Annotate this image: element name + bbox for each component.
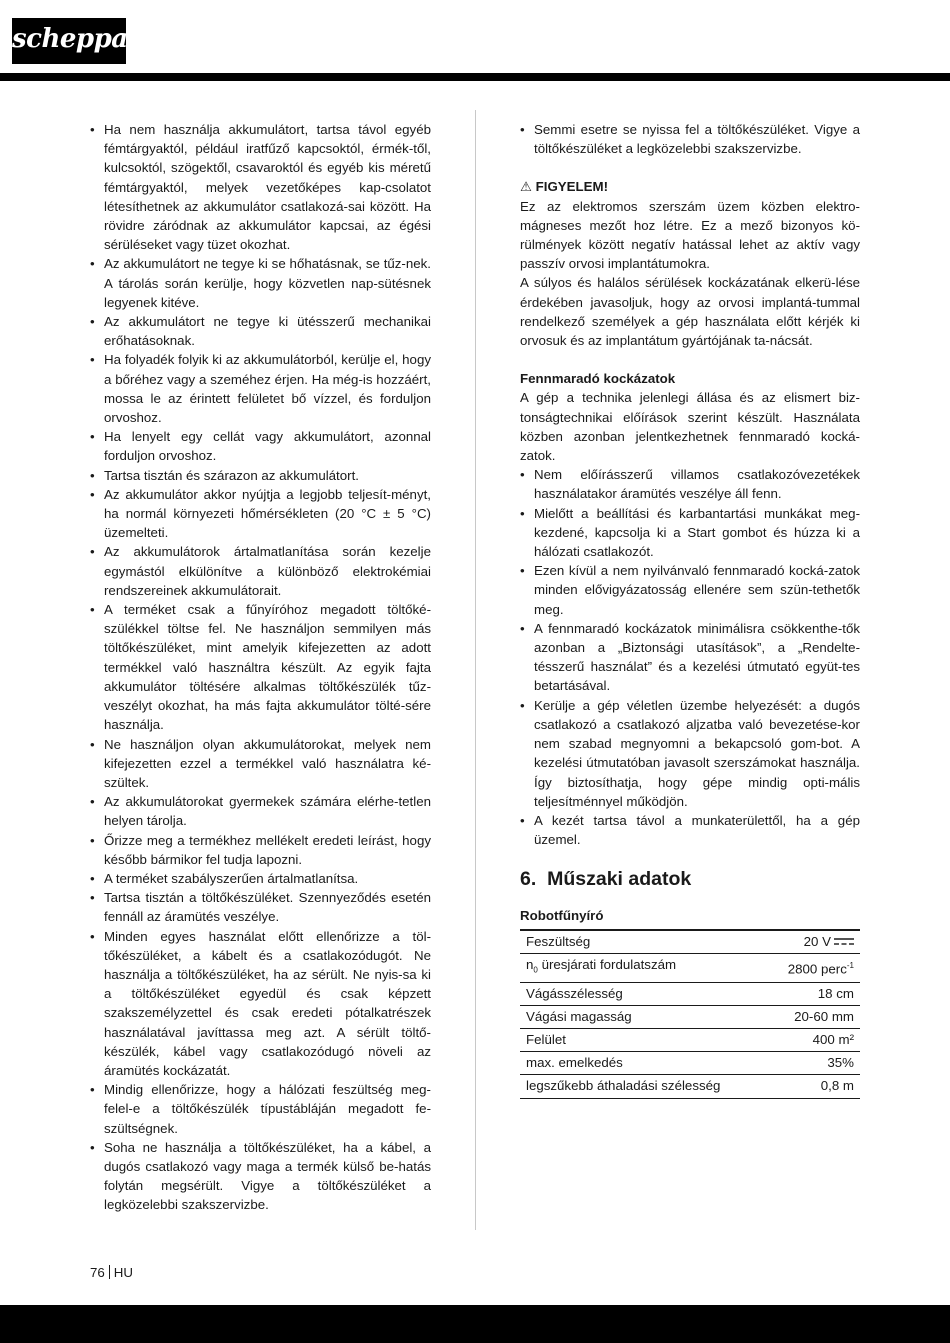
spec-label: max. emelkedés <box>526 1055 623 1071</box>
list-item: • Soha ne használja a töltőkészüléket, ha a kábel, a dugós csatlakozó vagy maga a termék külső be-hatás folytán megsérült. Vigye a töltőkészüléket a legközelebbi szakszervizbe. <box>90 1138 431 1215</box>
list-item: • Ne használjon olyan akkumulátorokat, melyek nem kifejezetten ezzel a termékkel való használatra ké-szültek. <box>90 735 431 793</box>
spec-value <box>767 930 861 954</box>
warning-triangle-icon: ⚠ <box>520 179 532 195</box>
section-heading <box>520 866 860 892</box>
list-item: • Őrizze meg a termékhez mellékelt eredeti leírást, hogy később bármikor fel tudja lapozni. <box>90 831 431 869</box>
spec-label <box>520 953 767 982</box>
warning-heading <box>520 177 860 196</box>
spec-label-text: üresjárati fordulatszám <box>541 956 677 972</box>
table-row <box>520 953 860 982</box>
spec-value-text: 2800 perc <box>787 961 847 977</box>
table-row <box>520 1075 860 1098</box>
list-item: • Ha nem használja akkumulátort, tartsa távol egyéb fémtárgyaktól, például iratfűző kapcsoktól, érmék-től, kulcsoktól, szögektől, csavaroktól és egyéb kis méretű fémtárgyaktól, melyek vezetőképes kap-csolatot létesíthetnek az akkumulátor csatlakozá-sai között. Ha rövidre záródnak az akkumulátor kapcsai, az égési sérüléseket vagy tüzet okozhat. <box>90 120 431 254</box>
table-row <box>520 1028 860 1051</box>
list-item: • A terméket szabályszerűen ártalmatlanítsa. <box>90 869 431 888</box>
spec-label: Felület <box>526 1031 566 1047</box>
spec-label: Feszültség <box>526 933 591 949</box>
residual-risks-intro: A gép a technika jelenlegi állása és az elismert biz-tonságtechnikai előírások szerint készült. Használata közben azonban jelentkezhetnek fennmaradó kocká-zatok. <box>520 390 860 464</box>
list-item: • Az akkumulátor akkor nyújtja a legjobb teljesít-ményt, ha normál környezeti hőmérsékleten (20 °C ± 5 °C) üzemelteti. <box>90 485 431 543</box>
list-item: • Az akkumulátort ne tegye ki ütésszerű mechanikai erőhatásoknak. <box>90 312 431 350</box>
direct-current-icon <box>834 938 854 945</box>
spec-label: legszűkebb áthaladási szélesség <box>526 1078 721 1094</box>
residual-risks-list <box>520 465 860 849</box>
footer-bar <box>0 1305 950 1343</box>
page-number: 76 <box>90 1265 105 1280</box>
spec-value-text: 20 V <box>803 933 831 949</box>
warning-paragraph: A súlyos és halálos sérülések kockázatának elkerü-lése érdekében javasoljuk, hogy az orvosi implantá-tummal rendelkező személyek a gép használata előtt kérjék ki orvosuk és az implantátum gyártójának ta-nácsát. <box>520 275 860 349</box>
specs-table <box>520 929 860 1099</box>
table-row <box>520 1052 860 1075</box>
list-item: • Az akkumulátorokat gyermekek számára elérhe-tetlen helyen tárolja. <box>90 792 431 830</box>
section-number: 6. <box>520 868 537 891</box>
spec-value: 18 cm <box>817 985 854 1001</box>
spec-label: Vágási magasság <box>526 1008 632 1024</box>
spec-value: 0,8 m <box>820 1078 854 1094</box>
spec-label-prefix: n <box>526 956 534 972</box>
language-code: HU <box>113 1265 134 1280</box>
list-item: • Semmi esetre se nyissa fel a töltőkészüléket. Vigye a töltőkészüléket a legközelebbi szakszervizbe. <box>520 120 860 158</box>
charger-list <box>520 120 860 158</box>
list-item: • Mindig ellenőrizze, hogy a hálózati feszültség meg-felel-e a töltőkészülék típustábláján megadott fe-szültségnek. <box>90 1080 431 1138</box>
list-item: • Ezen kívül a nem nyilvánvaló fennmaradó kocká-zatok minden elővigyázatosság ellenére sem szün-tethetők meg. <box>520 561 860 619</box>
table-row <box>520 930 860 954</box>
spec-value: 35% <box>827 1055 854 1071</box>
list-item: • Nem előírásszerű villamos csatlakozóvezetékek használatakor áramütés veszélye áll fenn. <box>520 465 860 503</box>
list-item: • A kezét tartsa távol a munkaterülettől, ha a gép üzemel. <box>520 811 860 849</box>
warning-paragraph: Ez az elektromos szerszám üzem közben elektro-mágneses mezőt hoz létre. Ez a mező bizonyos kö-rülmények között negatív hatással lehet az aktív vagy passzív orvosi implantátumokra. <box>520 198 860 272</box>
list-item: • Ha folyadék folyik ki az akkumulátorból, kerülje el, hogy a bőréhez vagy a szeméhez érjen. Ha még-is hozzáért, mossa le az érintett felületet bő vízzel, és forduljon orvoshoz. <box>90 350 431 427</box>
column-divider <box>475 110 476 1230</box>
spec-label: Vágásszélesség <box>526 985 623 1001</box>
list-item: • Minden egyes használat előtt ellenőrizze a töl-tőkészüléket, a kábelt és a csatlakozódugót. Ne használja a töltőkészüléket, ha az sérült. Ne nyis-sa ki a töltőkészüléket egyedül és csak képzett szakszemélyzettel és csak eredeti pótalkatrészek használatával javíttassa meg azt. A sérült töltő-készülék, kábel vagy csatlakozódugó növeli az áramütés kockázatát. <box>90 927 431 1081</box>
section-title: Műszaki adatok <box>547 868 692 891</box>
list-item: • Mielőtt a beállítási és karbantartási munkákat meg-kezdené, kapcsolja ki a Start gombot és húzza ki a hálózati csatlakozót. <box>520 504 860 562</box>
list-item: • Az akkumulátort ne tegye ki se hőhatásnak, se tűz-nek. A tárolás során kerülje, hogy közvetlen nap-sütésnek legyenek kitéve. <box>90 254 431 312</box>
footer-separator <box>109 1265 110 1279</box>
spec-value <box>767 953 861 982</box>
spec-label-subscript: 0 <box>533 965 538 975</box>
right-column <box>520 120 860 1099</box>
list-item: • Tartsa tisztán a töltőkészüléket. Szennyeződés esetén fennáll az áramütés veszélye. <box>90 888 431 926</box>
list-item: • A fennmaradó kockázatok minimálisra csökkenthe-tők azonban a „Biztonsági utasítások”, a „Rendelte-tésszerű használat” és a kezelési útmutató együt-tes betartásával. <box>520 619 860 696</box>
list-item: • Az akkumulátorok ártalmatlanítása során kezelje egymástól elkülönítve a különböző elektrokémiai rendszereinek akkumulátorait. <box>90 542 431 600</box>
brand-logo: scheppach <box>12 18 126 64</box>
list-item: • Kerülje a gép véletlen üzembe helyezését: a dugós csatlakozó a csatlakozó aljzatba való bevezetése-kor nem szabad megnyomni a bekapcsoló gom-bot. A kezelési útmutatóban javasolt szerszámokat használja. Így biztosíthatja, hogy gépe mindig opti-mális teljesítménnyel működjön. <box>520 696 860 811</box>
spec-value: 400 m² <box>812 1031 854 1047</box>
page-footer <box>90 1265 133 1280</box>
specs-caption: Robotfűnyíró <box>520 908 604 924</box>
list-item: • Tartsa tisztán és szárazon az akkumulátort. <box>90 466 431 485</box>
safety-list <box>90 120 431 1215</box>
left-column <box>90 120 431 1215</box>
list-item: • A terméket csak a fűnyíróhoz megadott töltőké-szülékkel töltse fel. Ne használjon semmilyen más töltőkészüléket, mint amelyik kifejezetten az adott termékkel való használtra készült. Az egyik fajta akkumulátor töltésére alkalmas töltőkészülék tűz-veszélyt okozhat, ha más fajta akkumulátor tölté-sére használja. <box>90 600 431 734</box>
table-row <box>520 982 860 1005</box>
spec-value-superscript: -1 <box>846 960 854 970</box>
spec-value: 20-60 mm <box>794 1008 854 1024</box>
table-row <box>520 1005 860 1028</box>
warning-title: FIGYELEM! <box>535 179 609 195</box>
list-item: • Ha lenyelt egy cellát vagy akkumulátort, azonnal forduljon orvoshoz. <box>90 427 431 465</box>
header-rule <box>0 73 950 81</box>
residual-risks-heading: Fennmaradó kockázatok <box>520 371 676 387</box>
